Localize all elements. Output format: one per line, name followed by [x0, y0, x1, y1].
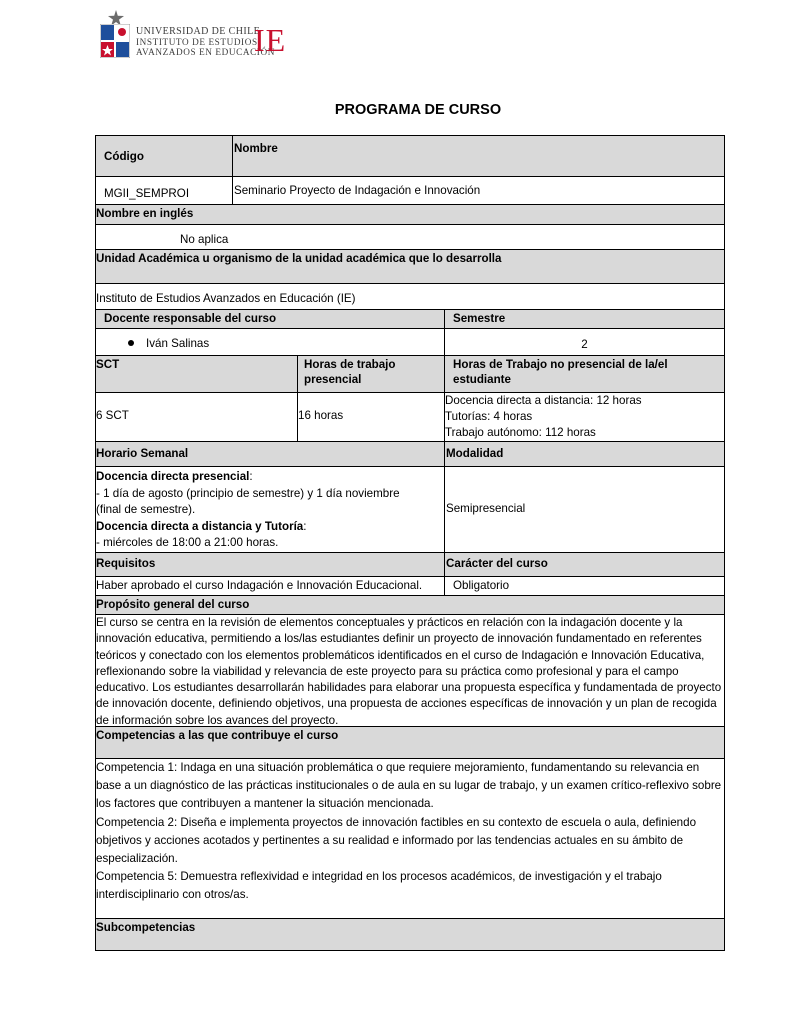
sct-label: SCT — [96, 358, 120, 371]
nombre-ingles-value-cell — [96, 225, 724, 249]
nombre-ingles-label: Nombre en inglés — [96, 207, 194, 220]
docente-label: Docente responsable del curso — [104, 312, 277, 325]
requisitos-label: Requisitos — [96, 557, 156, 570]
competencias-label: Competencias a las que contribuye el curso — [96, 729, 339, 742]
horas-no-presencial-label: Horas de Trabajo no presencial de la/el estudiante — [453, 358, 668, 386]
table-rule — [95, 441, 725, 442]
modalidad-value: Semipresencial — [446, 502, 526, 515]
competencias-value-cell — [96, 759, 726, 918]
caracter-label-cell — [445, 553, 724, 576]
horario-label-cell — [96, 442, 444, 466]
table-rule — [95, 249, 725, 250]
horario-presencial-text: - 1 día de agosto (principio de semestre) y 1 día noviembre (final de semestre). — [96, 486, 400, 516]
semestre-value: 2 — [581, 338, 588, 351]
table-rule — [95, 224, 725, 225]
semestre-value-cell — [445, 329, 724, 355]
nombre-label: Nombre — [234, 142, 278, 155]
horas-no-presencial-line: Trabajo autónomo: 112 horas — [445, 426, 596, 439]
ie-mark — [254, 22, 286, 58]
table-rule — [95, 176, 725, 177]
semestre-label: Semestre — [453, 312, 506, 325]
caracter-label: Carácter del curso — [446, 557, 548, 570]
ie-mark-text: IE — [254, 22, 287, 58]
nombre-value-cell — [233, 177, 724, 204]
horas-no-presencial-label-cell — [445, 356, 724, 392]
nombre-value: Seminario Proyecto de Indagación e Innovación — [234, 184, 481, 197]
horas-no-presencial-line: Tutorías: 4 horas — [445, 410, 533, 423]
horas-presencial-label-cell — [298, 356, 444, 392]
proposito-text: El curso se centra en la revisión de elementos conceptuales y prácticos en relación con la indagación docente y la innovación educativa, permitiendo a los/las estudiantes definir un proyecto de innovación fundamentado en referentes teóricos y conectado con los elementos problemáticos identificados en el curso de Indagación e Innovación Educativa, reflexionando sobre la viabilidad y relevancia de este proyecto para su práctica como profesional y para el campo educativo. Los estudiantes desarrollarán habilidades para elaborar una propuesta específica y fundamentada de proyecto de innovación docente, definiendo objetivos, una propuesta de acciones específicas de innovación y un plan de recogida de información sobre los avances del proyecto. — [96, 616, 722, 726]
caracter-value-cell — [445, 577, 724, 595]
sct-value-cell — [96, 393, 297, 441]
proposito-label-cell — [96, 596, 724, 614]
unidad-value: Instituto de Estudios Avanzados en Educación (IE) — [96, 292, 356, 305]
horario-presencial-heading: Docencia directa presencial — [96, 470, 250, 483]
horario-label: Horario Semanal — [96, 447, 189, 460]
horas-presencial-value: 16 horas — [298, 409, 344, 422]
table-rule — [297, 355, 298, 442]
table-rule — [95, 726, 725, 727]
university-shield-icon — [100, 24, 130, 58]
docente-label-cell — [96, 310, 444, 328]
unidad-label-cell — [96, 250, 724, 283]
horas-presencial-label: Horas de trabajo presencial — [304, 358, 396, 386]
sct-label-cell — [96, 356, 297, 392]
table-rule — [95, 204, 725, 205]
proposito-value-cell — [96, 615, 726, 726]
logo-line-1: UNIVERSIDAD DE CHILE — [136, 26, 261, 37]
modalidad-label-cell — [445, 442, 724, 466]
docente-value-cell — [96, 329, 444, 355]
competencia-item: Competencia 2: Diseña e implementa proyectos de innovación factibles en su contexto de escuela o aula, definiendo objetivos y acciones acotados y pertinentes a su realidad e informado por las tendencias actuales en su ámbito de especialización. — [96, 815, 697, 866]
requisitos-label-cell — [96, 553, 444, 576]
codigo-value-cell — [96, 177, 232, 204]
table-rule — [95, 392, 725, 393]
table-rule — [95, 466, 725, 467]
logo-line-3: AVANZADOS EN EDUCACIÓN — [136, 47, 275, 57]
unidad-value-cell — [96, 284, 724, 309]
table-rule — [444, 309, 445, 596]
horario-distancia-text: - miércoles de 18:00 a 21:00 horas. — [96, 536, 279, 549]
horario-value-cell — [96, 467, 444, 552]
horas-presencial-value-cell — [298, 393, 444, 441]
competencia-item: Competencia 5: Demuestra reflexividad e integridad en los procesos académicos, de investigación y el trabajo interdisciplinario con otros/as. — [96, 870, 662, 902]
logo-line-2: INSTITUTO DE ESTUDIOS — [136, 37, 258, 47]
nombre-label-cell — [233, 136, 724, 176]
university-logo — [100, 10, 290, 62]
nombre-ingles-label-cell — [96, 205, 724, 224]
table-rule — [95, 309, 725, 310]
nombre-ingles-value: No aplica — [180, 233, 229, 246]
table-rule — [95, 355, 725, 356]
table-rule — [95, 283, 725, 284]
requisitos-value: Haber aprobado el curso Indagación e Innovación Educacional. — [96, 579, 423, 592]
table-rule — [232, 135, 233, 205]
table-rule — [95, 918, 725, 919]
docente-value: Iván Salinas — [146, 337, 210, 350]
table-rule — [95, 595, 725, 596]
horario-distancia-heading: Docencia directa a distancia y Tutoría — [96, 519, 304, 533]
codigo-value: MGII_SEMPROI — [104, 187, 190, 200]
requisitos-value-cell — [96, 577, 444, 595]
modalidad-label: Modalidad — [446, 447, 504, 460]
competencias-label-cell — [96, 727, 724, 758]
table-rule — [95, 758, 725, 759]
codigo-label-cell — [96, 136, 232, 176]
page-title: PROGRAMA DE CURSO — [334, 102, 502, 118]
subcompetencias-label-cell — [96, 919, 724, 950]
modalidad-value-cell — [445, 467, 724, 552]
horario-distancia-colon: : — [303, 519, 307, 533]
semestre-label-cell — [445, 310, 724, 328]
subcompetencias-label: Subcompetencias — [96, 921, 196, 934]
horario-presencial-colon: : — [249, 470, 253, 483]
sct-value: 6 SCT — [96, 409, 129, 422]
competencia-item: Competencia 1: Indaga en una situación problemática o que requiere mejoramiento, fundamentando su relevancia en base a un diagnóstico de las prácticas institucionales o de aula en su lugar de trabajo, y un examen crítico-reflexivo sobre los factores que contribuyen a mantener la situación mencionada. — [96, 761, 722, 811]
horas-no-presencial-line: Docencia directa a distancia: 12 horas — [445, 394, 642, 407]
codigo-label: Código — [104, 150, 144, 163]
proposito-label: Propósito general del curso — [96, 598, 250, 611]
table-rule — [95, 328, 725, 329]
table-rule — [95, 552, 725, 553]
bullet-icon — [128, 340, 134, 346]
unidad-label: Unidad Académica u organismo de la unidad académica que lo desarrolla — [96, 252, 502, 265]
table-rule — [95, 614, 725, 615]
horas-no-presencial-value-cell — [445, 393, 724, 441]
caracter-value: Obligatorio — [453, 579, 510, 592]
table-rule — [95, 576, 725, 577]
